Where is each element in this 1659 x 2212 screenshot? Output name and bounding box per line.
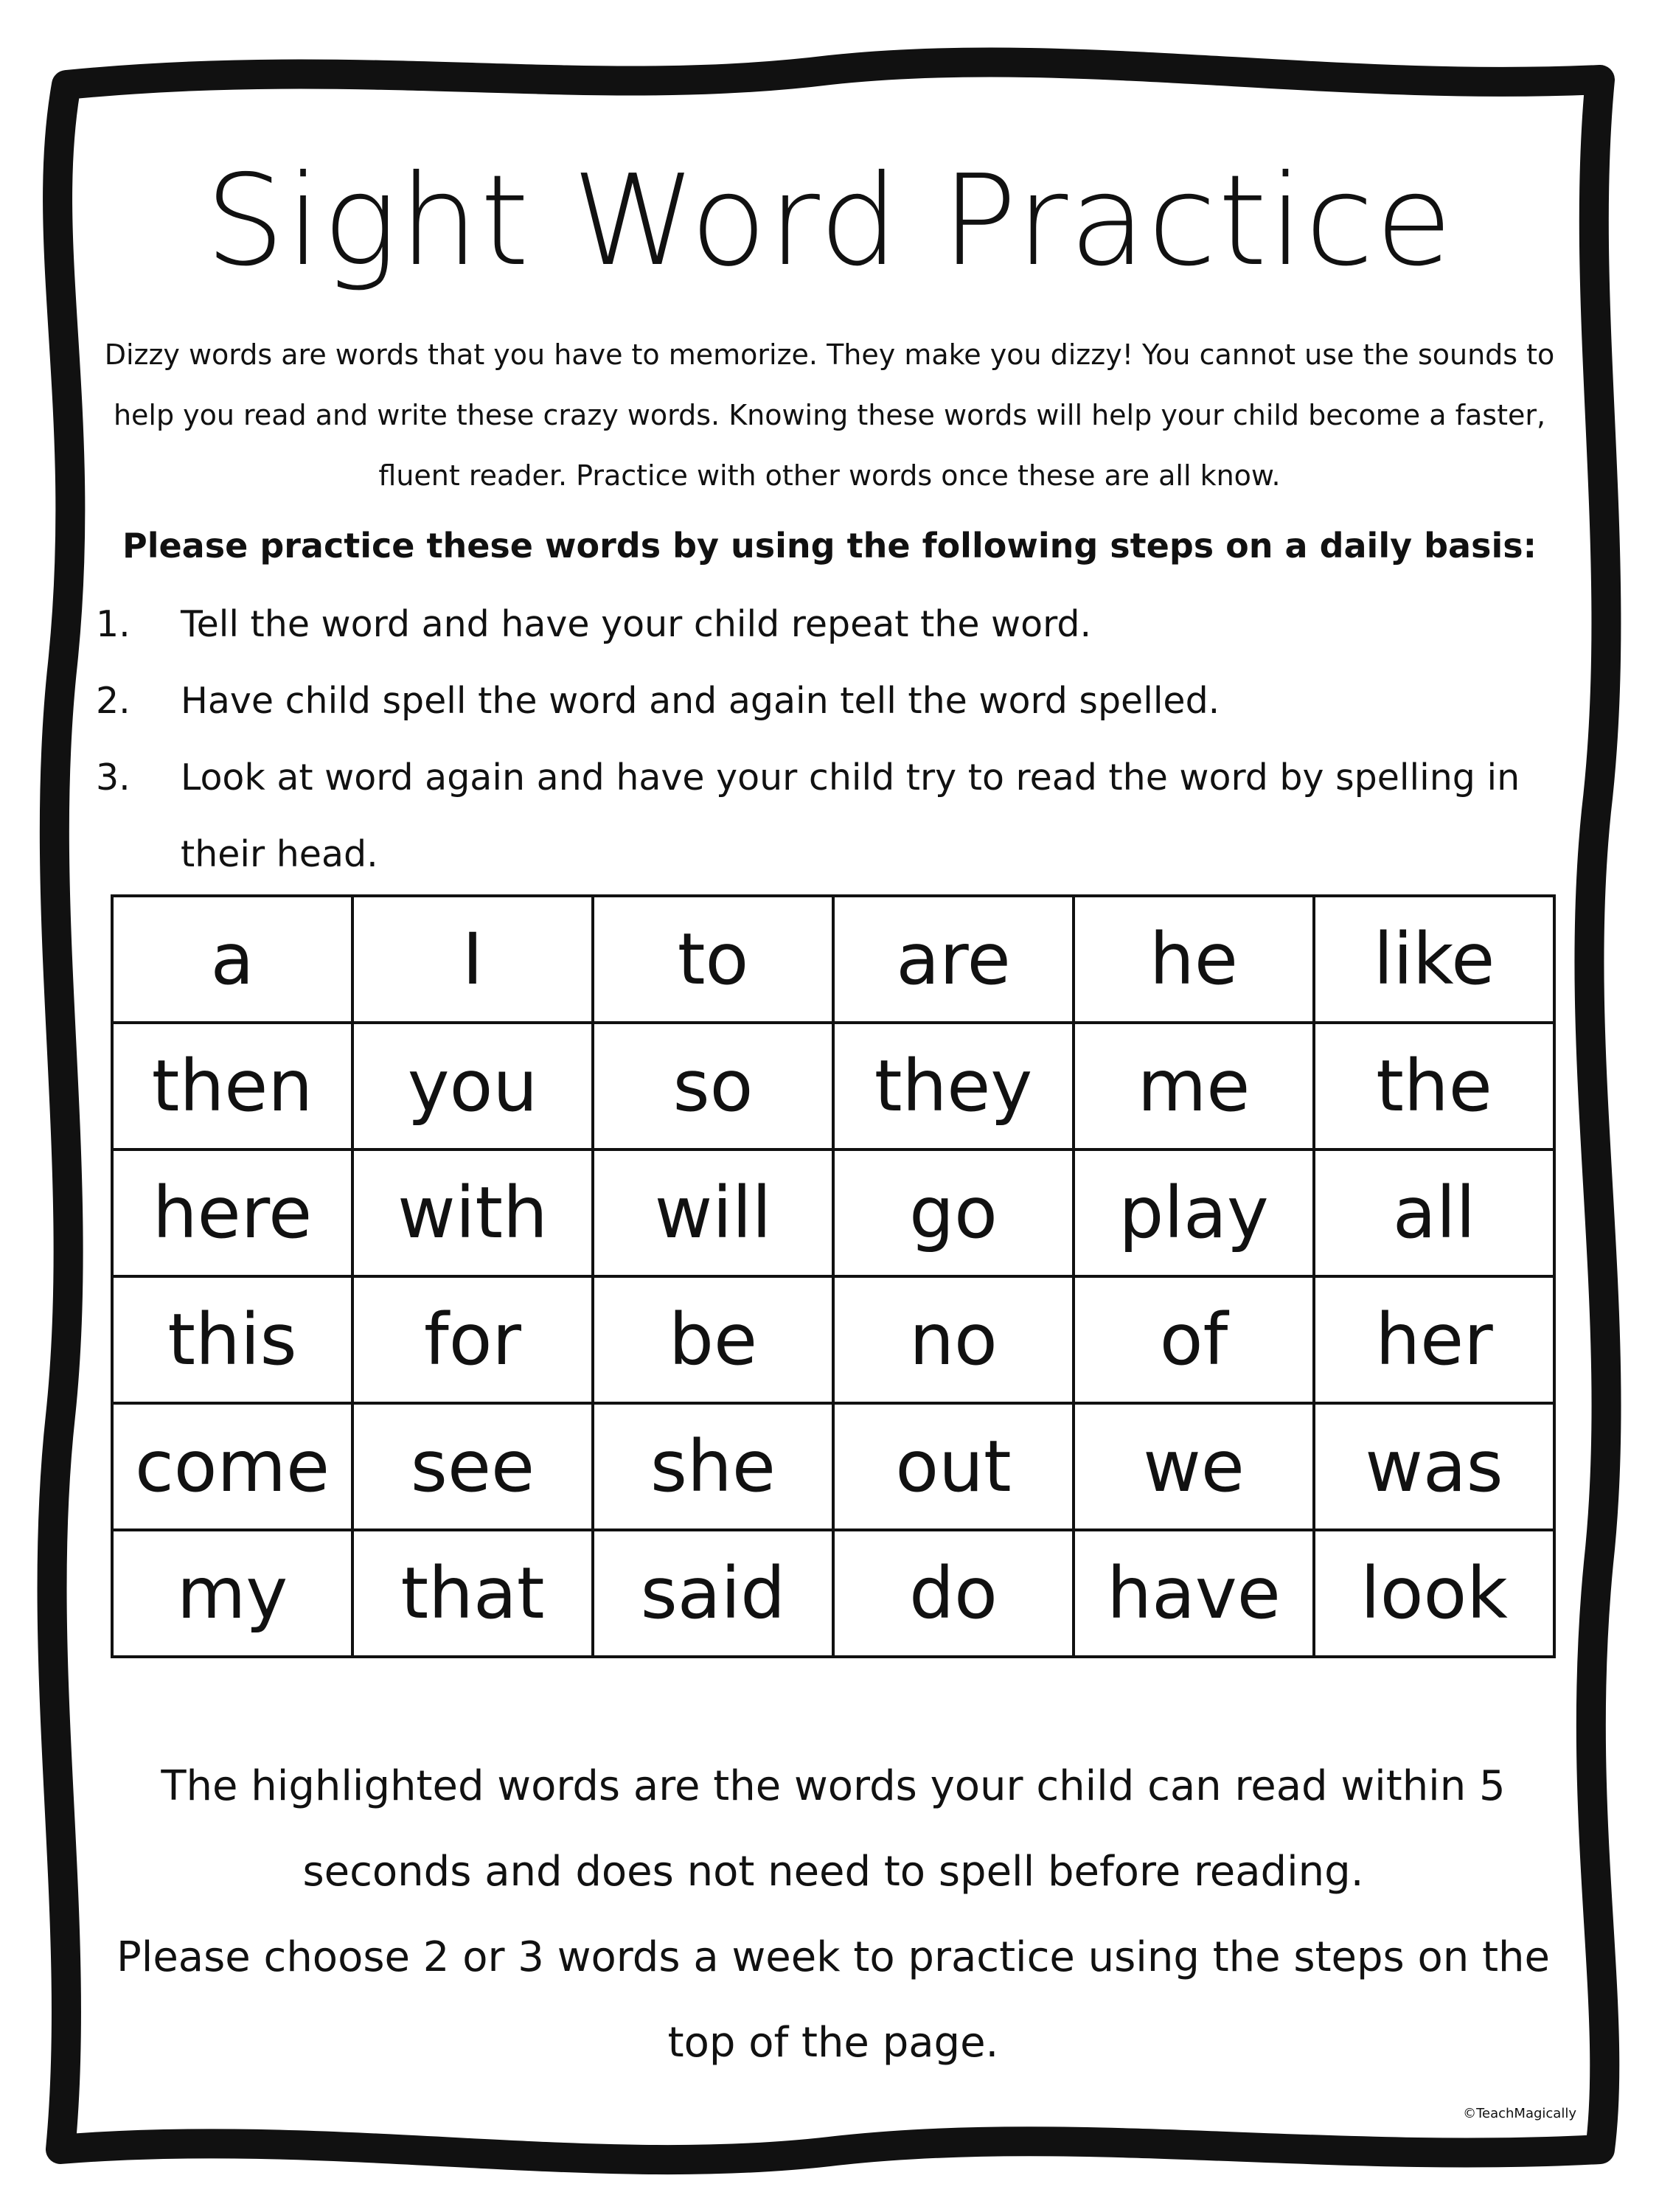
word-cell: we <box>1074 1403 1314 1530</box>
word-cell: here <box>112 1150 352 1276</box>
word-cell: he <box>1074 896 1314 1023</box>
steps-list <box>96 586 1556 893</box>
word-cell: a <box>112 896 352 1023</box>
word-cell: for <box>352 1276 593 1403</box>
choose-words-note: Please choose 2 or 3 words a week to practice using the steps on the top of the page. <box>116 1933 1550 2067</box>
word-row <box>112 1276 1554 1403</box>
word-cell: then <box>112 1023 352 1150</box>
step-item <box>96 740 1556 893</box>
word-cell: have <box>1074 1530 1314 1657</box>
word-cell: all <box>1314 1150 1554 1276</box>
word-cell: me <box>1074 1023 1314 1150</box>
word-cell: of <box>1074 1276 1314 1403</box>
word-row <box>112 1023 1554 1150</box>
word-cell: you <box>352 1023 593 1150</box>
word-cell: her <box>1314 1276 1554 1403</box>
intro-paragraph: Dizzy words are words that you have to memorize. They make you dizzy! You cannot use the sounds to help you read and write these crazy words. Knowing these words will help your child become a faster, fluent reader. Practice with other words once these are all know. <box>104 338 1555 492</box>
word-cell: like <box>1314 896 1554 1023</box>
word-cell: that <box>352 1530 593 1657</box>
word-cell: do <box>833 1530 1074 1657</box>
step-text: Have child spell the word and again tell the word spelled. <box>181 680 1220 722</box>
word-cell: are <box>833 896 1074 1023</box>
word-row <box>112 1530 1554 1657</box>
step-number: 1. <box>96 603 131 645</box>
sight-word-grid <box>111 894 1556 1658</box>
word-cell: she <box>593 1403 833 1530</box>
instructions-heading: Please practice these words by using the following steps on a daily basis: <box>122 526 1537 566</box>
page-title: Sight Word Practice <box>205 148 1454 294</box>
word-cell: see <box>352 1403 593 1530</box>
word-cell: go <box>833 1150 1074 1276</box>
word-cell: no <box>833 1276 1074 1403</box>
word-row <box>112 1403 1554 1530</box>
word-cell: out <box>833 1403 1074 1530</box>
copyright-text: ©TeachMagically <box>1463 2106 1576 2121</box>
word-row <box>112 1150 1554 1276</box>
word-cell: so <box>593 1023 833 1150</box>
step-text: Tell the word and have your child repeat the word. <box>181 603 1092 645</box>
word-cell: was <box>1314 1403 1554 1530</box>
highlight-note: The highlighted words are the words your child can read within 5 seconds and does not need to spell before reading. <box>161 1762 1506 1896</box>
word-row <box>112 896 1554 1023</box>
step-number: 2. <box>96 680 131 722</box>
word-cell: play <box>1074 1150 1314 1276</box>
word-cell: to <box>593 896 833 1023</box>
word-cell: said <box>593 1530 833 1657</box>
bottom-note <box>111 1744 1556 2086</box>
word-cell: the <box>1314 1023 1554 1150</box>
word-cell: look <box>1314 1530 1554 1657</box>
word-cell: they <box>833 1023 1074 1150</box>
word-cell: I <box>352 896 593 1023</box>
step-item <box>96 586 1556 663</box>
word-cell: my <box>112 1530 352 1657</box>
word-cell: with <box>352 1150 593 1276</box>
step-item <box>96 663 1556 740</box>
word-cell: come <box>112 1403 352 1530</box>
step-number: 3. <box>96 757 131 799</box>
word-cell: be <box>593 1276 833 1403</box>
step-text: Look at word again and have your child try to read the word by spelling in their head. <box>181 757 1520 875</box>
word-cell: will <box>593 1150 833 1276</box>
word-cell: this <box>112 1276 352 1403</box>
